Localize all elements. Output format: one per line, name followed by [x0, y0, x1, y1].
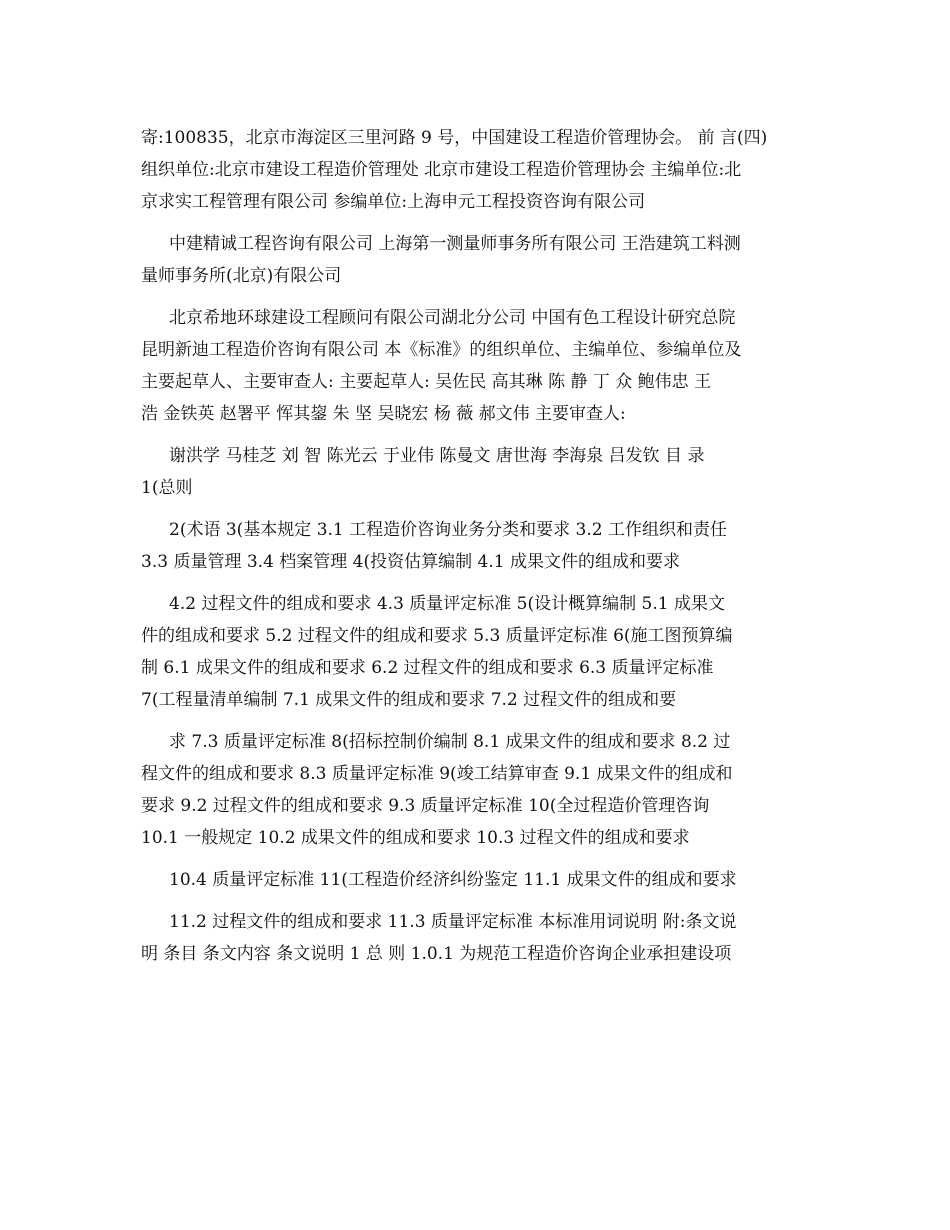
text-line: 浩 金铁英 赵署平 恽其鋆 朱 坚 吴晓宏 杨 薇 郝文伟 主要审查人: — [141, 404, 626, 424]
text-line: 昆明新迪工程造价咨询有限公司 本《标准》的组织单位、主编单位、参编单位及 — [141, 340, 742, 360]
text-line: 要求 9.2 过程文件的组成和要求 9.3 质量评定标准 10(全过程造价管理咨询 — [141, 796, 710, 816]
text-line: 制 6.1 成果文件的组成和要求 6.2 过程文件的组成和要求 6.3 质量评定标准 — [141, 658, 714, 678]
text-line: 明 条目 条文内容 条文说明 1 总 则 1.0.1 为规范工程造价咨询企业承担建设项 — [141, 944, 732, 964]
paragraph — [141, 440, 821, 504]
text-line: 10.1 一般规定 10.2 成果文件的组成和要求 10.3 过程文件的组成和要求 — [141, 828, 690, 848]
text-line: 2(术语 3(基本规定 3.1 工程造价咨询业务分类和要求 3.2 工作组织和责任 — [169, 520, 727, 540]
paragraph — [141, 122, 821, 218]
paragraph — [141, 302, 821, 430]
text-line: 件的组成和要求 5.2 过程文件的组成和要求 5.3 质量评定标准 6(施工图预算编 — [141, 626, 733, 646]
text-line: 中建精诚工程咨询有限公司 上海第一测量师事务所有限公司 王浩建筑工料测 — [169, 234, 741, 254]
paragraph — [141, 514, 821, 578]
text-line: 寄:100835，北京市海淀区三里河路 9 号，中国建设工程造价管理协会。 前 言(四) — [141, 128, 768, 148]
document-body — [141, 122, 821, 970]
text-line: 求 7.3 质量评定标准 8(招标控制价编制 8.1 成果文件的组成和要求 8.2 过 — [169, 732, 731, 752]
text-line: 7(工程量清单编制 7.1 成果文件的组成和要求 7.2 过程文件的组成和要 — [141, 690, 677, 710]
paragraph — [141, 726, 821, 854]
text-line: 3.3 质量管理 3.4 档案管理 4(投资估算编制 4.1 成果文件的组成和要求 — [141, 552, 680, 572]
text-line: 北京希地环球建设工程顾问有限公司湖北分公司 中国有色工程设计研究总院 — [169, 308, 736, 328]
text-line: 量师事务所(北京)有限公司 — [141, 266, 342, 286]
text-line: 4.2 过程文件的组成和要求 4.3 质量评定标准 5(设计概算编制 5.1 成果文 — [169, 594, 725, 614]
paragraph — [141, 864, 821, 896]
text-line: 11.2 过程文件的组成和要求 11.3 质量评定标准 本标准用词说明 附:条文说 — [169, 912, 737, 932]
text-line: 1(总则 — [141, 478, 193, 498]
text-line: 谢洪学 马桂芝 刘 智 陈光云 于业伟 陈曼文 唐世海 李海泉 吕发钦 目 录 — [169, 446, 705, 466]
text-line: 组织单位:北京市建设工程造价管理处 北京市建设工程造价管理协会 主编单位:北 — [141, 160, 742, 180]
paragraph — [141, 228, 821, 292]
text-line: 10.4 质量评定标准 11(工程造价经济纠纷鉴定 11.1 成果文件的组成和要求 — [169, 870, 737, 890]
paragraph — [141, 906, 821, 970]
text-line: 程文件的组成和要求 8.3 质量评定标准 9(竣工结算审查 9.1 成果文件的组成和 — [141, 764, 733, 784]
text-line: 主要起草人、主要审查人: 主要起草人: 吴佐民 高其琳 陈 静 丁 众 鲍伟忠 王 — [141, 372, 712, 392]
paragraph — [141, 588, 821, 716]
text-line: 京求实工程管理有限公司 参编单位:上海申元工程投资咨询有限公司 — [141, 192, 646, 212]
